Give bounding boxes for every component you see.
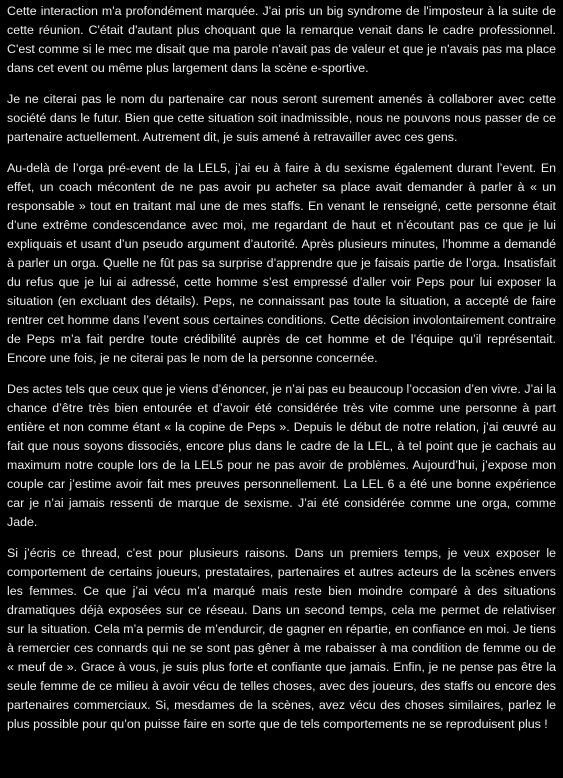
paragraph-1: Cette interaction m'a profondément marquée. J'ai pris un big syndrome de l'imposteur à la suite de cette réunion. C'était d'autant plus choquant que la remarque venait dans le cadre professionnel. C'est comme si le mec me disait que ma parole n'avait pas de valeur et que je n'avais pas ma place dans cet event ou même plus largement dans la scène e-sportive. [7,4,556,75]
paragraph-3: Au-delà de l’orga pré-event de la LEL5, j’ai eu à faire à du sexisme également durant l’event. En effet, un coach mécontent de ne pas avoir pu acheter sa place avait demander à parler à « un responsable » tout en traitant mal une de mes staffs. En venant le renseigné, cette personne était d’une extrême condescendance avec moi, me regardant de haut et n’écoutant pas ce que je lui expliquais et usant d’un pseudo argument d’autorité. Après plusieurs minutes, l’homme a demandé à parler un orga. Quelle ne fût pas sa surprise d’apprendre que je faisais partie de l’orga. Insatisfait du refus que je lui ai adressé, cette homme s’est empressé d’aller voir Peps pour lui exposer la situation (en excluant des détails). Peps, ne connaissant pas toute la situation, a accepté de faire rentrer cet homme dans l’event sous certaines conditions. Cette décision involontairement contraire de Peps m’a fait perdre toute crédibilité auprès de cet homme et de l’équipe qu’il représentait. Encore une fois, je ne citerai pas le nom de la personne concernée. [7,161,556,365]
paragraph-5: Si j’écris ce thread, c’est pour plusieurs raisons. Dans un premiers temps, je veux exposer le comportement de certains joueurs, prestataires, partenaires et autres acteurs de la scènes envers les femmes. Ce que j’ai vécu m’a marqué mais reste bien moindre comparé à des situations dramatiques déjà exposées sur ce réseau. Dans un second temps, cela me permet de relativiser sur la situation. Cela m’a permis de m’endurcir, de gagner en répartie, en confiance en moi. Je tiens à remercier ces connards qui ne se sont pas gêner à me rabaisser à ma condition de femme ou de « meuf de ». Grace à vous, je suis plus forte et confiante que jamais. Enfin, je ne pense pas être la seule femme de ce milieu à avoir vécu de telles choses, avec des joueurs, des staffs ou encore des partenaires commerciaux. Si, mesdames de la scènes, avez vécu des choses similaires, parlez le plus possible pour qu’on puisse faire en sorte que de tels comportements ne se reproduisent plus ! [7,546,556,731]
paragraph-2: Je ne citerai pas le nom du partenaire car nous seront surement amenés à collaborer avec cette société dans le futur. Bien que cette situation soit inadmissible, nous ne pouvons nous passer de ce partenaire actuellement. Autrement dit, je suis amené à retravailler avec ces gens. [7,92,556,144]
paragraph-4: Des actes tels que ceux que je viens d’énoncer, je n’ai pas eu beaucoup l’occasion d’en vivre. J’ai la chance d’être très bien entourée et d’avoir été considérée très vite comme une personne à part entière et non comme étant « la copine de Peps ». Depuis le début de notre relation, j’ai œuvré au fait que nous soyons dissociés, encore plus dans le cadre de la LEL, à tel point que je cachais au maximum notre couple lors de la LEL5 pour ne pas avoir de problèmes. Aujourd’hui, j’expose mon couple car j’estime avoir fait mes preuves personnellement. La LEL 6 a été une bonne expérience car je n’ai jamais ressenti de marque de sexisme. J’ai été considérée comme une orga, comme Jade. [7,382,556,529]
